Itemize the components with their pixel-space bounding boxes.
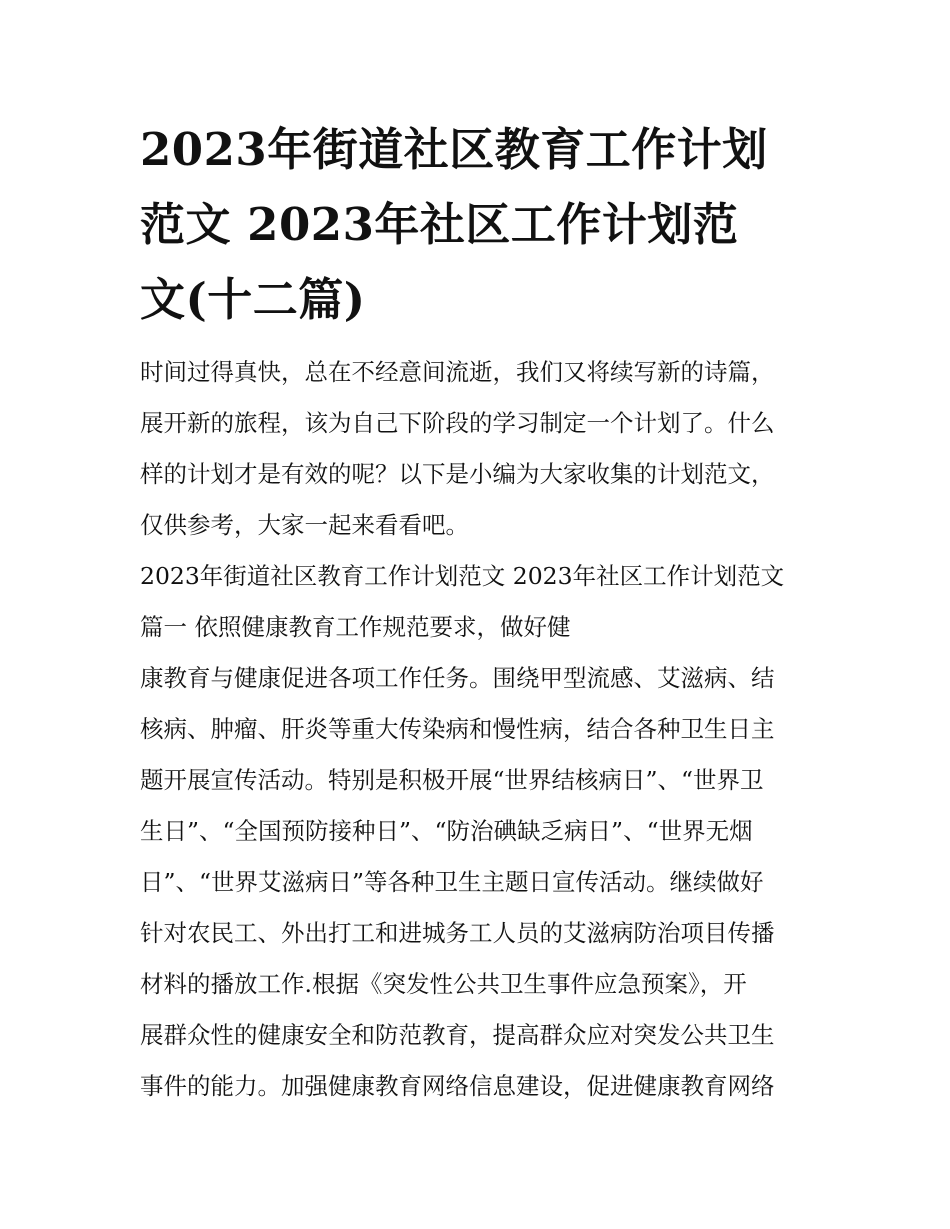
title-line-1: 2023年街道社区教育工作计划 — [140, 123, 768, 176]
body-line-3: 样的计划才是有效的呢？以下是小编为大家收集的计划范文， — [140, 460, 775, 488]
title-line-3: 文(十二篇) — [140, 273, 366, 326]
document-page — [140, 112, 820, 1112]
body-line-5: 2023年街道社区教育工作计划范文 2023年社区工作计划范文 — [140, 562, 785, 590]
body-line-1: 时间过得真快，总在不经意间流逝，我们又将续写新的诗篇， — [140, 358, 775, 386]
document-title — [140, 112, 820, 337]
body-line-7: 康教育与健康促进各项工作任务。围绕甲型流感、艾滋病、结 — [140, 664, 775, 692]
body-line-9: 题开展宣传活动。特别是积极开展“世界结核病日”、“世界卫 — [140, 766, 764, 794]
body-line-6: 篇一 依照健康教育工作规范要求，做好健 — [140, 613, 571, 641]
body-line-8: 核病、肿瘤、肝炎等重大传染病和慢性病，结合各种卫生日主 — [140, 715, 775, 743]
body-line-10: 生日”、“全国预防接种日”、“防治碘缺乏病日”、“世界无烟 — [140, 817, 753, 845]
body-line-4: 仅供参考，大家一起来看看吧。 — [140, 511, 469, 539]
body-line-11: 日”、“世界艾滋病日”等各种卫生主题日宣传活动。继续做好 — [140, 868, 764, 896]
body-line-13: 材料的播放工作.根据《突发性公共卫生事件应急预案》，开 — [140, 970, 747, 998]
body-line-2: 展开新的旅程，该为自己下阶段的学习制定一个计划了。什么 — [140, 409, 775, 437]
body-line-12: 针对农民工、外出打工和进城务工人员的艾滋病防治项目传播 — [140, 919, 775, 947]
body-line-15: 事件的能力。加强健康教育网络信息建设，促进健康教育网络 — [140, 1072, 775, 1100]
body-line-14: 展群众性的健康安全和防范教育，提高群众应对突发公共卫生 — [140, 1021, 775, 1049]
title-line-2: 范文 2023年社区工作计划范 — [140, 198, 739, 251]
document-body — [140, 347, 820, 1112]
